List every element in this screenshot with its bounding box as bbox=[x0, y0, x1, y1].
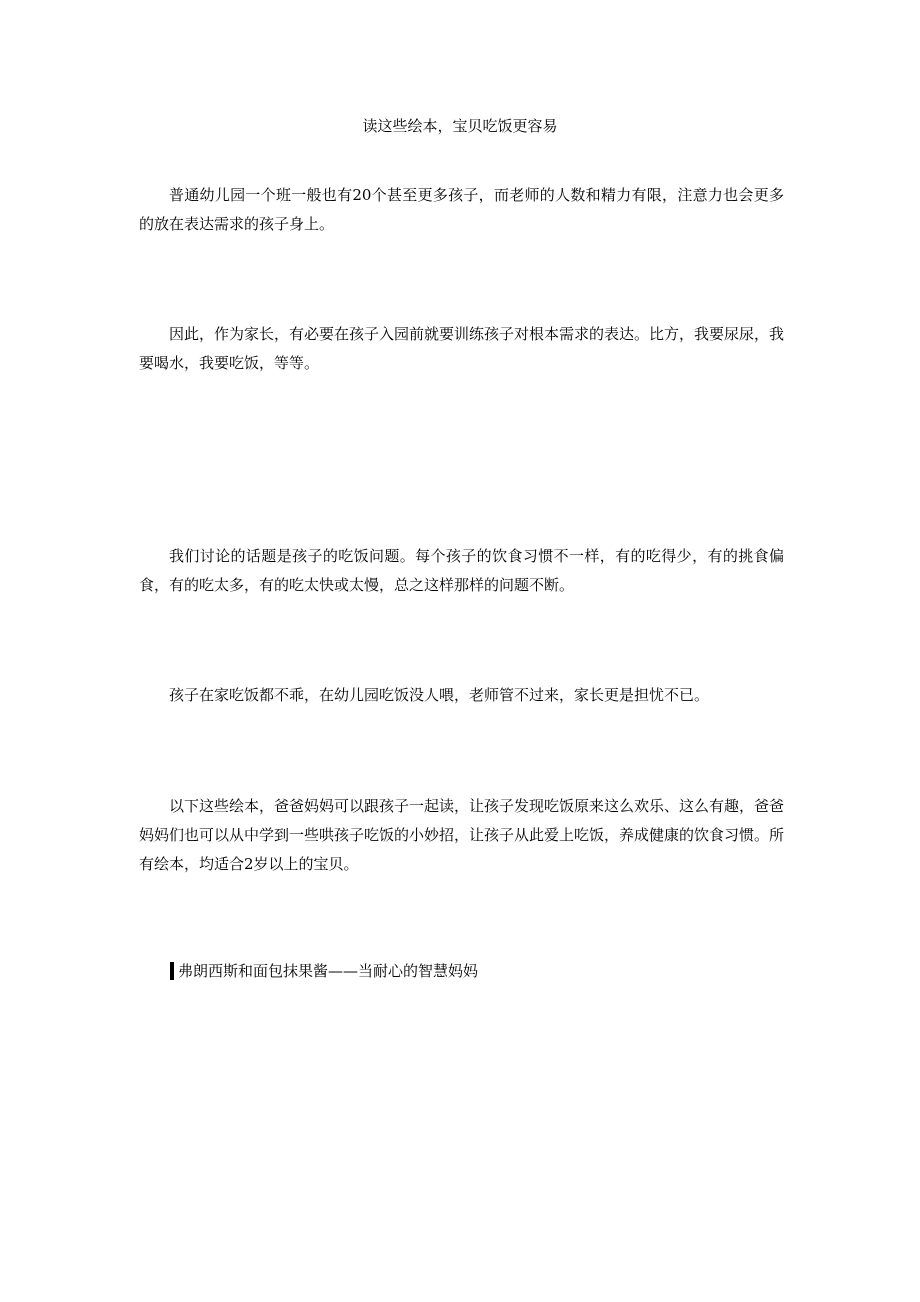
paragraph-express-needs: 因此，作为家长，有必要在孩子入园前就要训练孩子对根本需求的表达。比方，我要尿尿，我要喝水，我要吃饭，等等。 bbox=[139, 325, 785, 372]
page-title: 读这些绘本，宝贝吃饭更容易 bbox=[362, 117, 558, 135]
section-heading bbox=[170, 960, 478, 982]
heading-bar-marker bbox=[170, 962, 174, 980]
paragraph-class-size: 普通幼儿园一个班一般也有20个甚至更多孩子，而老师的人数和精力有限，注意力也会更多的放在表达需求的孩子身上。 bbox=[139, 186, 784, 233]
paragraph-picture-books: 以下这些绘本，爸爸妈妈可以跟孩子一起读，让孩子发现吃饭原来这么欢乐、这么有趣，爸爸妈妈们也可以从中学到一些哄孩子吃饭的小妙招，让孩子从此爱上吃饭，养成健康的饮食习惯。所有绘本，均适合2岁以上的宝贝。 bbox=[139, 797, 785, 873]
paragraph-parent-worries: 孩子在家吃饭都不乖，在幼儿园吃饭没人喂，老师管不过来，家长更是担忧不已。 bbox=[169, 686, 710, 704]
section-heading-text: 弗朗西斯和面包抹果酱——当耐心的智慧妈妈 bbox=[178, 962, 479, 980]
paragraph-eating-problems: 我们讨论的话题是孩子的吃饭问题。每个孩子的饮食习惯不一样，有的吃得少，有的挑食偏食，有的吃太多，有的吃太快或太慢，总之这样那样的问题不断。 bbox=[139, 547, 784, 594]
